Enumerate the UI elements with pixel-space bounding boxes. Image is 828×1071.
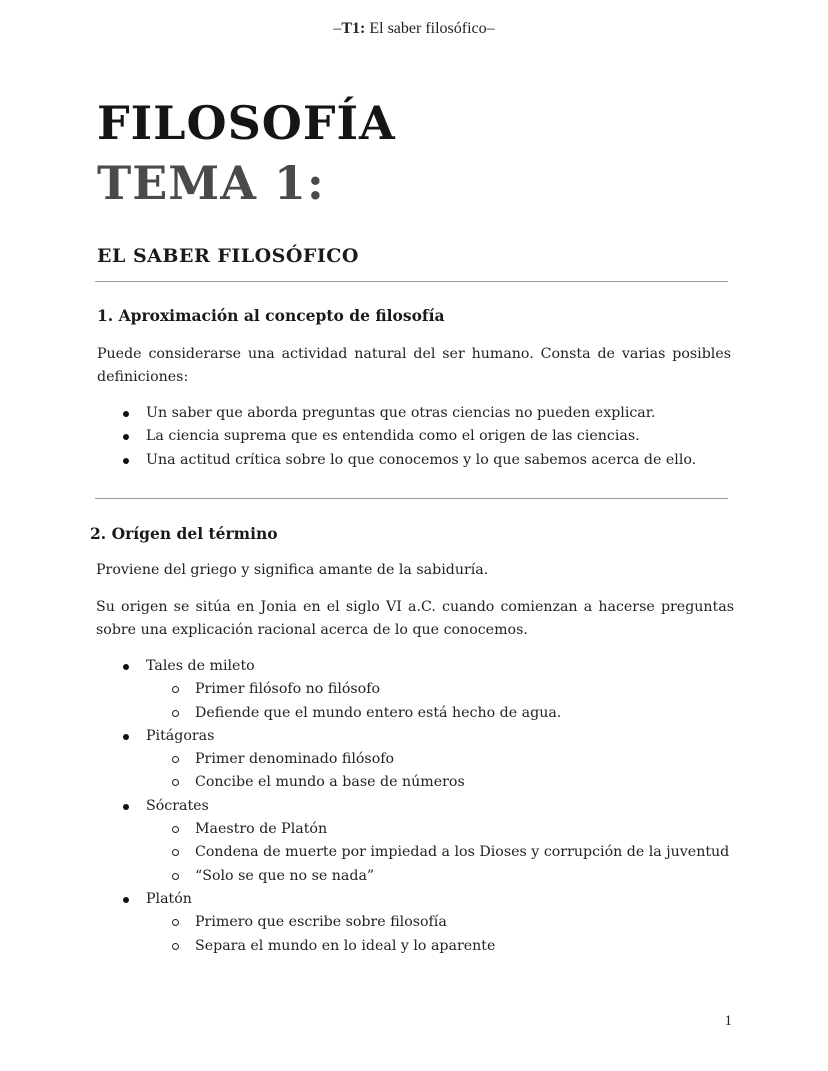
divider-top xyxy=(95,281,728,282)
philosopher-point xyxy=(97,841,737,864)
philosopher-item xyxy=(97,795,737,818)
section-2-paragraph-1: Proviene del griego y significa amante de la sabiduría. xyxy=(96,562,489,578)
philosopher-point xyxy=(97,771,737,794)
philosopher-point-text: Condena de muerte por impiedad a los Dioses y corrupción de la juventud xyxy=(195,844,730,861)
philosopher-point-text: Primero que escribe sobre filosofía xyxy=(195,914,447,931)
philosopher-point xyxy=(97,678,737,701)
list-item-text: Un saber que aborda preguntas que otras ciencias no pueden explicar. xyxy=(146,405,656,421)
hollow-bullet-icon xyxy=(172,686,179,693)
bullet-icon xyxy=(123,804,129,810)
philosopher-point-text: Concibe el mundo a base de números xyxy=(195,774,465,791)
hollow-bullet-icon xyxy=(172,756,179,763)
philosopher-item xyxy=(97,655,737,678)
section-1-paragraph: Puede considerarse una actividad natural del ser humano. Consta de varias posibles definiciones: xyxy=(97,346,731,385)
philosophers-list xyxy=(97,655,737,958)
bullet-icon xyxy=(123,434,129,440)
hollow-bullet-icon xyxy=(172,710,179,717)
philosopher-item xyxy=(97,725,737,748)
philosopher-name: Tales de mileto xyxy=(146,658,255,674)
hollow-bullet-icon xyxy=(172,873,179,880)
header-dash-left: – xyxy=(333,20,342,37)
philosopher-point-text: Separa el mundo en lo ideal y lo aparente xyxy=(195,937,496,954)
philosopher-point-text: “Solo se que no se nada” xyxy=(195,867,375,884)
bullet-icon xyxy=(123,411,129,417)
list-item-text: La ciencia suprema que es entendida como el origen de las ciencias. xyxy=(146,428,640,445)
philosopher-point xyxy=(97,911,737,934)
hollow-bullet-icon xyxy=(172,943,179,950)
philosopher-point xyxy=(97,935,737,958)
document-topic-number: TEMA 1: xyxy=(97,156,325,210)
philosopher-point xyxy=(97,748,737,771)
section-1-list xyxy=(97,402,737,472)
hollow-bullet-icon xyxy=(172,849,179,856)
philosopher-point-text: Maestro de Platón xyxy=(195,821,328,838)
page-number: 1 xyxy=(724,1013,732,1029)
philosopher-name: Pitágoras xyxy=(146,727,215,744)
hollow-bullet-icon xyxy=(172,919,179,926)
running-header xyxy=(0,20,828,38)
hollow-bullet-icon xyxy=(172,779,179,786)
philosopher-item xyxy=(97,888,737,911)
philosopher-point-text: Primer filósofo no filósofo xyxy=(195,681,381,698)
list-item xyxy=(97,425,737,448)
list-item xyxy=(97,449,737,472)
bullet-icon xyxy=(123,458,129,464)
philosopher-point-text: Defiende que el mundo entero está hecho de agua. xyxy=(195,704,562,721)
bullet-icon xyxy=(123,897,129,903)
philosopher-point xyxy=(97,865,737,888)
philosopher-point xyxy=(97,702,737,725)
list-item xyxy=(97,402,737,425)
document-subtitle: EL SABER FILOSÓFICO xyxy=(97,245,359,267)
section-2-heading: 2. Orígen del término xyxy=(90,524,278,543)
section-2-paragraph-2: Su origen se sitúa en Jonia en el siglo VI a.C. cuando comienzan a hacerse preguntas sobre una explicación racional acerca de lo que conocemos. xyxy=(96,599,734,638)
list-item-text: Una actitud crítica sobre lo que conocemos y lo que sabemos acerca de ello. xyxy=(146,451,697,468)
philosopher-name: Platón xyxy=(146,890,192,907)
header-label-bold: T1: xyxy=(341,20,366,37)
bullet-icon xyxy=(123,664,129,670)
divider-middle xyxy=(95,498,728,499)
header-dash-right: – xyxy=(486,20,495,37)
bullet-icon xyxy=(123,734,129,740)
philosopher-point xyxy=(97,818,737,841)
header-label-text: El saber filosófico xyxy=(365,20,487,37)
philosopher-name: Sócrates xyxy=(146,797,209,814)
hollow-bullet-icon xyxy=(172,826,179,833)
document-title: FILOSOFÍA xyxy=(97,96,396,150)
section-1-heading: 1. Aproximación al concepto de filosofía xyxy=(97,306,445,325)
philosopher-point-text: Primer denominado filósofo xyxy=(195,751,395,768)
